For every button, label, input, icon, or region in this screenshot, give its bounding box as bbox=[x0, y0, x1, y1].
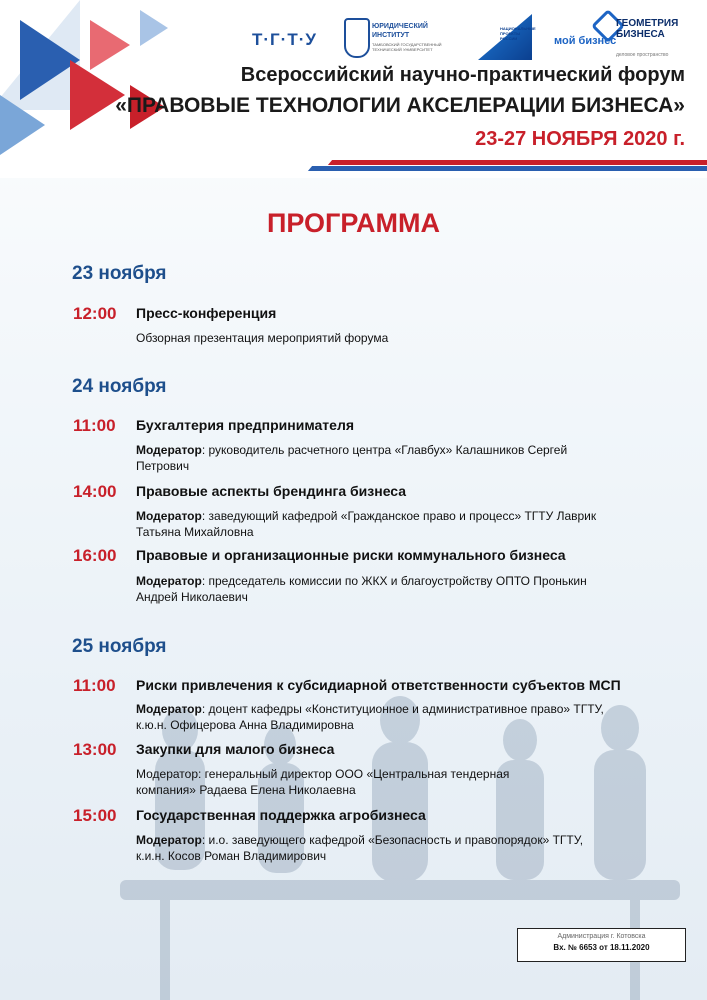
day-heading: 25 ноября bbox=[72, 636, 167, 657]
law-logo-line1: ЮРИДИЧЕСКИЙ bbox=[372, 23, 428, 30]
event-description bbox=[136, 766, 656, 798]
event-desc-line1: : председатель комиссии по ЖКХ и благоустройству ОПТО Пронькин bbox=[201, 574, 587, 588]
event-desc-line1: Модератор: генеральный директор ООО «Центральная тендерная bbox=[136, 767, 510, 781]
event-time: 13:00 bbox=[73, 740, 117, 759]
geometry-business-logo bbox=[554, 12, 694, 64]
event-desc-line2: Татьяна Михайловна bbox=[136, 525, 254, 539]
law-logo-line2: ИНСТИТУТ bbox=[372, 32, 410, 39]
event-title: Государственная поддержка агробизнеса bbox=[136, 807, 426, 823]
event-description bbox=[136, 701, 656, 733]
event-description bbox=[136, 573, 656, 605]
moderator-label: Модератор bbox=[136, 574, 202, 588]
registration-stamp bbox=[517, 928, 686, 962]
event-time: 14:00 bbox=[73, 482, 117, 501]
national-projects-text: НАЦИОНАЛЬНЫЕ ПРОЕКТЫ РОССИИ bbox=[500, 26, 536, 41]
event-title: Риски привлечения к субсидиарной ответственности субъектов МСП bbox=[136, 677, 621, 693]
event-title: Правовые аспекты брендинга бизнеса bbox=[136, 483, 407, 499]
event-description bbox=[136, 330, 656, 346]
event-description bbox=[136, 508, 656, 540]
event-desc-line1: Обзорная презентация мероприятий форума bbox=[136, 331, 389, 345]
event-title: Пресс-конференция bbox=[136, 305, 277, 321]
event-time: 16:00 bbox=[73, 546, 117, 565]
event-title: Бухгалтерия предпринимателя bbox=[136, 417, 355, 433]
geo-sub: деловое пространство bbox=[616, 52, 669, 58]
event-time: 11:00 bbox=[73, 676, 116, 695]
decor-triangle bbox=[0, 95, 45, 155]
geo-name-line1: ГЕОМЕТРИЯ bbox=[616, 18, 679, 29]
tgtu-logo: Т·Г·Т·У bbox=[252, 30, 317, 49]
moderator-label: Модератор bbox=[136, 833, 202, 847]
event-description bbox=[136, 832, 656, 864]
geo-name-line2: БИЗНЕСА bbox=[616, 29, 665, 40]
program-title: ПРОГРАММА bbox=[267, 208, 440, 238]
event-desc-line1: : руководитель расчетного центра «Главбух» Калашников Сергей bbox=[201, 443, 568, 457]
event-desc-line2: к.и.н. Косов Роман Владимирович bbox=[136, 849, 327, 863]
event-title: Закупки для малого бизнеса bbox=[136, 741, 335, 757]
decor-stripe-red bbox=[328, 160, 707, 165]
stamp-organization: Администрация г. Котовска bbox=[557, 933, 646, 940]
national-projects-logo bbox=[478, 14, 538, 62]
event-desc-line2: Андрей Николаевич bbox=[136, 590, 248, 604]
forum-title-line2: «ПРАВОВЫЕ ТЕХНОЛОГИИ АКСЕЛЕРАЦИИ БИЗНЕСА» bbox=[115, 94, 685, 117]
event-desc-line1: : заведующий кафедрой «Гражданское право и процесс» ТГТУ Лаврик bbox=[201, 509, 597, 523]
event-description bbox=[136, 442, 656, 474]
event-title: Правовые и организационные риски коммунального бизнеса bbox=[136, 547, 566, 563]
law-institute-logo bbox=[344, 18, 464, 64]
event-desc-line1: : и.о. заведующего кафедрой «Безопасность и правопорядок» ТГТУ, bbox=[201, 833, 584, 847]
forum-title-line1: Всероссийский научно-практический форум bbox=[240, 64, 685, 86]
moderator-label: Модератор bbox=[136, 443, 202, 457]
event-time: 12:00 bbox=[73, 304, 117, 323]
scales-icon bbox=[344, 18, 370, 58]
event-desc-line2: Петрович bbox=[136, 459, 190, 473]
event-time: 15:00 bbox=[73, 806, 117, 825]
event-time: 11:00 bbox=[73, 416, 116, 435]
law-logo-sub: ТАМБОВСКИЙ ГОСУДАРСТВЕННЫЙ ТЕХНИЧЕСКИЙ УНИВЕРСИТЕТ bbox=[372, 42, 442, 52]
partner-logos bbox=[0, 12, 707, 67]
moderator-label: Модератор bbox=[136, 509, 202, 523]
event-desc-line2: к.ю.н. Офицерова Анна Владимировна bbox=[136, 718, 354, 732]
moderator-label: Модератор bbox=[136, 702, 202, 716]
decor-stripe-blue bbox=[308, 166, 707, 171]
stamp-number: Вх. № 6653 от 18.11.2020 bbox=[553, 943, 650, 952]
forum-dates: 23-27 НОЯБРЯ 2020 г. bbox=[475, 128, 685, 150]
event-desc-line1: : доцент кафедры «Конституционное и административное право» ТГТУ, bbox=[201, 702, 604, 716]
header-banner bbox=[0, 0, 707, 178]
day-heading: 23 ноября bbox=[72, 263, 167, 284]
moy-biznes-logo: мой бизнес bbox=[554, 35, 617, 47]
event-desc-line2: компания» Радаева Елена Николаевна bbox=[136, 783, 356, 797]
day-heading: 24 ноября bbox=[72, 376, 167, 397]
